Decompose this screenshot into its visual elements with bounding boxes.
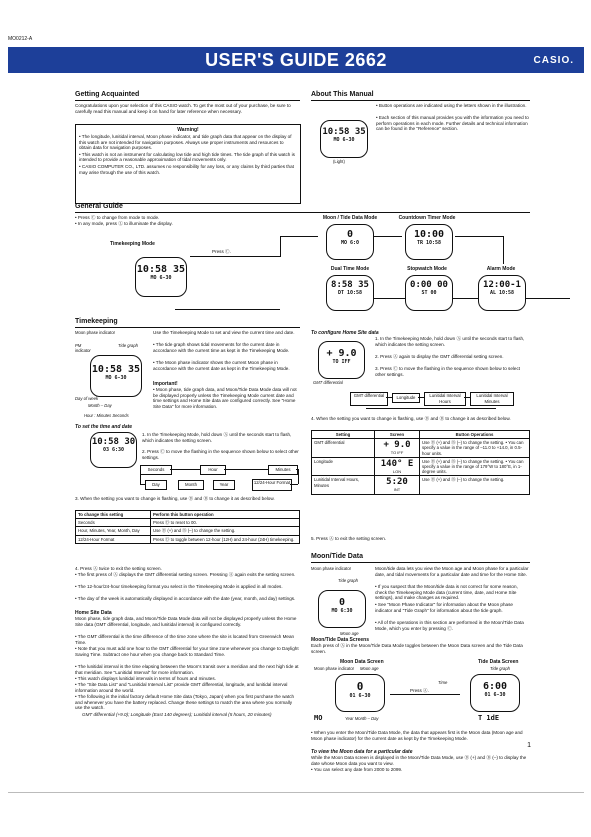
table-header: Button Operations <box>420 431 530 439</box>
important-text: • Moon phase, tide graph data, and Moon/Tide Data Mode data will not be displayed properly unless the Timekeeping Mode current date and time settings and Home Site data are configured correctly. See "Home Site Data" for more information. <box>153 387 297 409</box>
brand-logo: CASIO. <box>533 55 574 66</box>
table-header-row <box>312 431 530 439</box>
timekeeping-intro: Use the Timekeeping Mode to set and view the current time and date. <box>153 330 295 335</box>
flow-line <box>140 473 141 484</box>
title-banner <box>8 47 584 73</box>
warning-item: • CASIO COMPUTER CO., LTD. assumes no responsibility for any loss, or any claims by third parties that may arise through the use of this watch. <box>79 163 294 175</box>
configure-step: 2. Press Ⓐ again to display the GMT differential setting screen. <box>375 354 504 359</box>
table-cell <box>375 457 420 476</box>
seq-seconds: Seconds <box>140 465 172 475</box>
seq-year: Year <box>213 480 235 490</box>
moon-tide-watch <box>318 590 366 628</box>
table-row <box>312 439 530 458</box>
home-site-defaults: GMT differential (+9.0); Longitude (East 140 degrees); Lunitidal interval (5 hours, 20 minutes) <box>82 712 272 717</box>
about-item: • Button operations are indicated using the letters shown in the illustration. <box>376 103 527 108</box>
seq-day: Day <box>145 480 167 490</box>
getting-acquainted-intro: Congratulations upon your selection of this CASIO watch. To get the most out of your purchase, be sure to carefully read this manual and keep it on hand for later reference when necessary. <box>75 103 291 114</box>
table-cell: GMT differential <box>312 439 375 458</box>
watch-main-display: 8:58 35 <box>331 280 369 290</box>
tide-graph-label: Tide graph <box>338 578 358 583</box>
watch-main-display: + 9.0 <box>326 348 357 359</box>
moon-tide-text: Moon/tide data lets you view the Moon age and Moon phase for a particular date, and tidal movements for a particular date and time for the Home Site. <box>375 566 529 577</box>
general-guide-item: • Press Ⓒ to change from mode to mode. <box>75 215 160 220</box>
table-cell: Press Ⓓ to toggle between 12-hour (12H) and 24-hour (24H) timekeeping. <box>151 535 300 543</box>
home-site-item: • The lunitidal interval is the time elapsing between the Moon's transit over a meridian and the next high tide at that meridian. See "Lunitidal Interval" for more information. <box>75 664 299 675</box>
table-header-row <box>76 511 300 519</box>
mode-label: Countdown Timer Mode <box>398 215 456 221</box>
getting-acquainted-heading: Getting Acquainted <box>75 91 140 98</box>
watch-sub-display: MO 6:30 <box>331 608 353 614</box>
mode-label: Alarm Mode <box>486 266 516 272</box>
light-label: (Light) <box>333 159 345 164</box>
timekeeping-item: • The Moon phase indicator shows the current Moon phase in accordance with the current date as kept in the Timekeeping Mode. <box>153 360 290 371</box>
table-header: Perform this button operation <box>151 511 300 519</box>
watch-main-display: 6:00 <box>482 681 508 692</box>
table-row <box>76 519 300 527</box>
after-item: • The 12-hour/24-hour timekeeping format you select in the Timekeeping Mode is applied in all modes. <box>75 584 283 589</box>
warning-title: Warning! <box>177 127 199 133</box>
watch-sub-display: 01 6-30 <box>349 693 371 699</box>
seq-month: Month <box>178 480 204 490</box>
table-cell: Seconds <box>76 519 151 527</box>
dual-time-watch <box>326 275 374 311</box>
table-cell: Longitude <box>312 457 375 476</box>
about-watch <box>320 120 368 158</box>
tide-screen-title: Tide Data Screen <box>478 659 519 665</box>
screens-text: Each press of Ⓐ in the Moon/Tide Data Mode toggles between the Moon Data screen and the Tide Data screen. <box>311 643 523 654</box>
watch-main-display: 10:58 35 <box>322 127 366 137</box>
configure-step-4: 4. When the setting you want to change is flashing, use Ⓓ and Ⓑ to change it as described below. <box>311 416 511 421</box>
screen-main: 5:20 <box>386 477 408 488</box>
watch-main-display: 0 <box>356 680 364 693</box>
seq-lunitidal-minutes: Lunitidal Interval Minutes <box>470 392 514 406</box>
seq-12-24-format: 12/24-Hour Format <box>252 479 292 491</box>
countdown-timer-watch <box>405 224 453 260</box>
flow-line <box>280 236 281 257</box>
watch-sub-display: MO 6-30 <box>105 375 127 381</box>
home-site-item: • The "Site Data List" and "Lunitidal Interval List" provide GMT differential, longitude, and lunitidal interval information around the world. <box>75 682 288 693</box>
moon-data-watch <box>335 674 385 712</box>
flow-line <box>140 484 145 485</box>
timekeeping-mode-label: Timekeeping Mode <box>110 241 155 247</box>
flow-line <box>190 256 280 257</box>
flow-line <box>366 408 496 409</box>
set-step-3: 3. When the setting you want to change is flashing, use Ⓓ and Ⓑ to change it as described below. <box>75 496 275 501</box>
section-rule <box>75 327 300 328</box>
configure-step: 1. In the Timekeeping Mode, hold down Ⓐ until the seconds start to flash, which indicates the setting screen. <box>375 336 525 347</box>
setting-watch <box>90 432 137 468</box>
table-row <box>312 476 530 494</box>
flow-line <box>386 397 392 398</box>
flow-line <box>224 469 268 470</box>
moon-tide-watch <box>326 224 374 260</box>
view-item: • You can select any date from 2000 to 2099. <box>311 767 403 772</box>
section-rule <box>75 212 530 213</box>
after-item: • The day of the week is automatically displayed in accordance with the date (year, month, and day) settings. <box>75 596 296 601</box>
press-a-label: Press Ⓐ. <box>410 688 429 693</box>
year-month-day-label: Year Month – Day <box>345 716 379 721</box>
watch-main-display: 10:58 30 <box>91 437 136 447</box>
timekeeping-item: • The tide graph shows tidal movements for the current date in accordance with the current time as kept in the Timekeeping Mode. <box>153 342 290 353</box>
watch-sub-display: DT 10:58 <box>337 290 363 296</box>
moon-tide-heading: Moon/Tide Data <box>311 553 363 560</box>
after-item: 4. Press Ⓐ twice to exit the setting screen. <box>75 566 162 571</box>
table-header: Screen <box>375 431 420 439</box>
moon-age-label: Moon age <box>360 666 379 671</box>
table-cell: Use Ⓓ (+) and Ⓑ (–) to change the setting. <box>151 527 300 535</box>
screen-sub: TO IFF <box>390 450 404 456</box>
section-rule <box>311 562 530 563</box>
mode-label: Moon / Tide Data Mode <box>322 215 378 221</box>
month-day-label: Month – Day <box>88 403 112 408</box>
flow-line <box>175 309 280 310</box>
screen-sub: INT <box>393 487 401 493</box>
table-cell: Press Ⓓ to reset to 00. <box>151 519 300 527</box>
table-cell: Hour, Minutes, Year, Month, Day <box>76 527 151 535</box>
watch-main-display: 12:00-1 <box>483 280 521 290</box>
page-bottom-rule <box>8 792 584 793</box>
pm-indicator-label: PM indicator <box>75 343 91 354</box>
timekeeping-watch <box>90 355 142 397</box>
time-label: Time <box>438 680 448 685</box>
flow-line <box>290 484 298 485</box>
flow-line <box>464 397 470 398</box>
document-code: MO0212-A <box>8 36 33 42</box>
flow-line <box>503 236 504 264</box>
table-row <box>76 527 300 535</box>
flow-line <box>280 236 318 237</box>
view-heading: To view the Moon data for a particular date <box>311 749 413 755</box>
section-rule <box>311 100 530 101</box>
moon-phase-label: Moon phase indicator <box>311 566 352 571</box>
moon-tide-item: • If you suspect that the Moon/tide data is not correct for some reason, check the Timekeeping Mode data (current time, date, and Home Site settings), and make changes as required. <box>375 584 518 601</box>
moon-tide-item: • See "Moon Phase Indicator" for information about the Moon phase indicator and "Tide Graph" for information about the tide graph. <box>375 602 513 613</box>
watch-sub-display: 03 6:30 <box>102 447 125 453</box>
general-guide-item: • In any mode, press Ⓛ to illuminate the display. <box>75 221 173 226</box>
about-item: • Each section of this manual provides you with the information you need to perform operations in each mode. Further details and technical information can be found in the "Reference" section. <box>376 115 529 132</box>
watch-sub-display: 01 6-30 <box>484 692 506 698</box>
hour-minute-second-label: Hour : Minutes Seconds <box>84 413 129 418</box>
press-c-label: Press Ⓒ. <box>212 249 231 254</box>
flow-line <box>455 236 503 237</box>
page-number: 1 <box>527 742 531 749</box>
warning-item: • This watch is not an instrument for calculating low tide and high tide times. The tide graph of this watch is intended to provide a reasonable approximation of tidal movements only. <box>79 151 295 163</box>
table-cell <box>375 439 420 458</box>
screen-main: + 9.0 <box>383 440 411 451</box>
seq-gmt: GMT differential <box>350 392 388 406</box>
screen-main: 140° E <box>380 458 414 469</box>
configure-home-heading: To configure Home Site data <box>311 330 379 336</box>
watch-sub-display: ST 00 <box>421 290 437 296</box>
watch-main-display: 0 <box>346 229 354 240</box>
table-cell: 12/24-Hour Format <box>76 535 151 543</box>
watch-sub-display: MO 6-30 <box>333 137 355 143</box>
flow-line <box>298 469 299 484</box>
home-site-item: • This watch displays lunitidal intervals in terms of hours and minutes. <box>75 676 216 681</box>
screens-heading: Moon/Tide Data Screens <box>311 637 369 643</box>
flow-line <box>372 236 402 237</box>
home-site-text: Moon phase, tide graph data, and Moon/Tide Data Mode data will not be displayed properly unless the Home Site data (GMT differential, longitude, and lunitidal interval) is configured correctly. <box>75 616 297 627</box>
home-site-table <box>311 430 530 495</box>
moon-screen-title: Moon Data Screen <box>340 659 384 665</box>
seq-hour: Hour <box>200 465 226 475</box>
screen-sub: LON <box>392 468 402 474</box>
table-row <box>76 535 300 543</box>
stopwatch-watch <box>405 275 453 311</box>
flow-line <box>390 694 460 695</box>
configure-step: 3. Press Ⓒ to move the flashing in the sequence shown below to select other settings. <box>375 366 521 377</box>
set-step: 1. In the Timekeeping Mode, hold down Ⓐ until the seconds start to flash, which indicates the setting screen. <box>142 432 292 443</box>
seq-longitude: Longitude <box>392 393 420 403</box>
warning-item: • The longitude, lunitidal interval, Moon phase indicator, and tide graph data that appear on the display of this watch are not intended for navigation purposes. Always use proper instruments and resources to obtain data for navigation purposes. <box>79 134 292 151</box>
moon-phase-label: Moon phase indicator <box>75 330 116 335</box>
page-title: USER'S GUIDE 2662 <box>205 50 387 70</box>
watch-main-display: 10:58 35 <box>136 264 186 275</box>
gmt-watch <box>318 341 365 379</box>
seq-lunitidal-hours: Lunitidal Interval Hours <box>424 392 466 406</box>
moon-tide-after: • When you enter the Moon/Tide Data Mode, the data that appears first is the Moon data (Moon age and Moon phase indicator) for the current date as kept by the Timekeeping Mode. <box>311 730 523 741</box>
table-cell: Lunitidal Interval Hours, Minutes <box>312 476 375 494</box>
watch-sub-display: MO 6:0 <box>340 240 360 246</box>
table-cell: Use Ⓓ (+) and Ⓑ (–) to change the setting. <box>420 476 530 494</box>
mode-label: Dual Time Mode <box>330 266 370 272</box>
settings-table <box>75 510 300 544</box>
watch-main-display: 0:00 00 <box>410 280 448 290</box>
moon-age-label: Moon age <box>340 631 359 636</box>
moon-phase-label: Moon phase indicator <box>314 666 355 671</box>
about-manual-heading: About This Manual <box>311 91 374 98</box>
table-header: To change this setting <box>76 511 151 519</box>
watch-sub-display: TO IFF <box>332 359 351 365</box>
moon-prefix: MO <box>314 714 323 722</box>
set-time-heading: To set the time and date <box>75 424 133 430</box>
flow-line <box>170 469 200 470</box>
general-guide-heading: General Guide <box>75 203 123 210</box>
table-cell <box>375 476 420 494</box>
seq-minutes: Minutes <box>268 465 298 475</box>
home-site-heading: Home Site Data <box>75 610 112 616</box>
tide-graph-label: Tide graph <box>490 666 510 671</box>
watch-main-display: 10:00 <box>413 229 445 240</box>
day-of-week-label: Day of week <box>75 396 99 401</box>
after-item: • The first press of Ⓐ displays the GMT differential setting screen. Pressing Ⓐ again exits the setting screen. <box>75 572 296 577</box>
watch-illustration <box>135 257 187 297</box>
table-cell: Use Ⓓ (+) and Ⓑ (–) to change the setting. • You can specify a value in the range of –11.0 to +14.0, in 0.5-hour units. <box>420 439 530 458</box>
watch-main-display: 0 <box>338 597 346 608</box>
watch-main-display: 10:58 35 <box>91 364 141 375</box>
timekeeping-heading: Timekeeping <box>75 318 118 325</box>
mode-label: Stopwatch Mode <box>407 266 447 272</box>
gmt-label: GMT differential <box>313 380 343 385</box>
important-title: Important! <box>153 381 178 387</box>
table-header: Setting <box>312 431 375 439</box>
table-cell: Use Ⓓ (+) and Ⓑ (–) to change the setting. • You can specify a value in the range of 179°W to 180°E, in 1-degree units. <box>420 457 530 476</box>
flow-line <box>418 397 424 398</box>
watch-sub-display: AL 10:58 <box>489 290 515 296</box>
tide-prefix: T 1dE <box>478 714 500 722</box>
table-row <box>312 457 530 476</box>
section-rule <box>75 100 300 101</box>
moon-tide-item: • All of the operations in this section are performed in the Moon/Tide Data Mode, which you enter by pressing Ⓒ. <box>375 620 524 631</box>
watch-sub-display: TR 10:58 <box>416 240 442 246</box>
configure-step-5: 5. Press Ⓐ to exit the setting screen. <box>311 536 387 541</box>
watch-sub-display: MO 6-30 <box>150 275 172 281</box>
home-site-item: • Note that you must add one hour to the GMT differential for your time zone whenever you change to Daylight Saving Time. Subtract one hour when you change back to Standard Time. <box>75 646 299 657</box>
tide-graph-label: Tide graph <box>118 343 138 348</box>
home-site-item: • The GMT differential is the time difference of the time zone where the site is located from Greenwich Mean Time. <box>75 634 295 645</box>
view-text: While the Moon Data screen is displayed in the Moon/Tide Data Mode, use Ⓓ (+) and Ⓑ (–) to display the date whose Moon data you want to view. <box>311 755 527 766</box>
warning-box <box>75 124 301 204</box>
alarm-watch <box>478 275 526 311</box>
tide-data-watch <box>470 674 520 712</box>
home-site-item: • The following is the initial factory default Home Site data (Tokyo, Japan) when you first purchase the watch and whenever you have the battery replaced. Change these settings to match the area where you normally use the watch. <box>75 694 295 711</box>
set-step: 2. Press Ⓒ to move the flashing in the sequence shown below to select other settings. <box>142 449 299 460</box>
